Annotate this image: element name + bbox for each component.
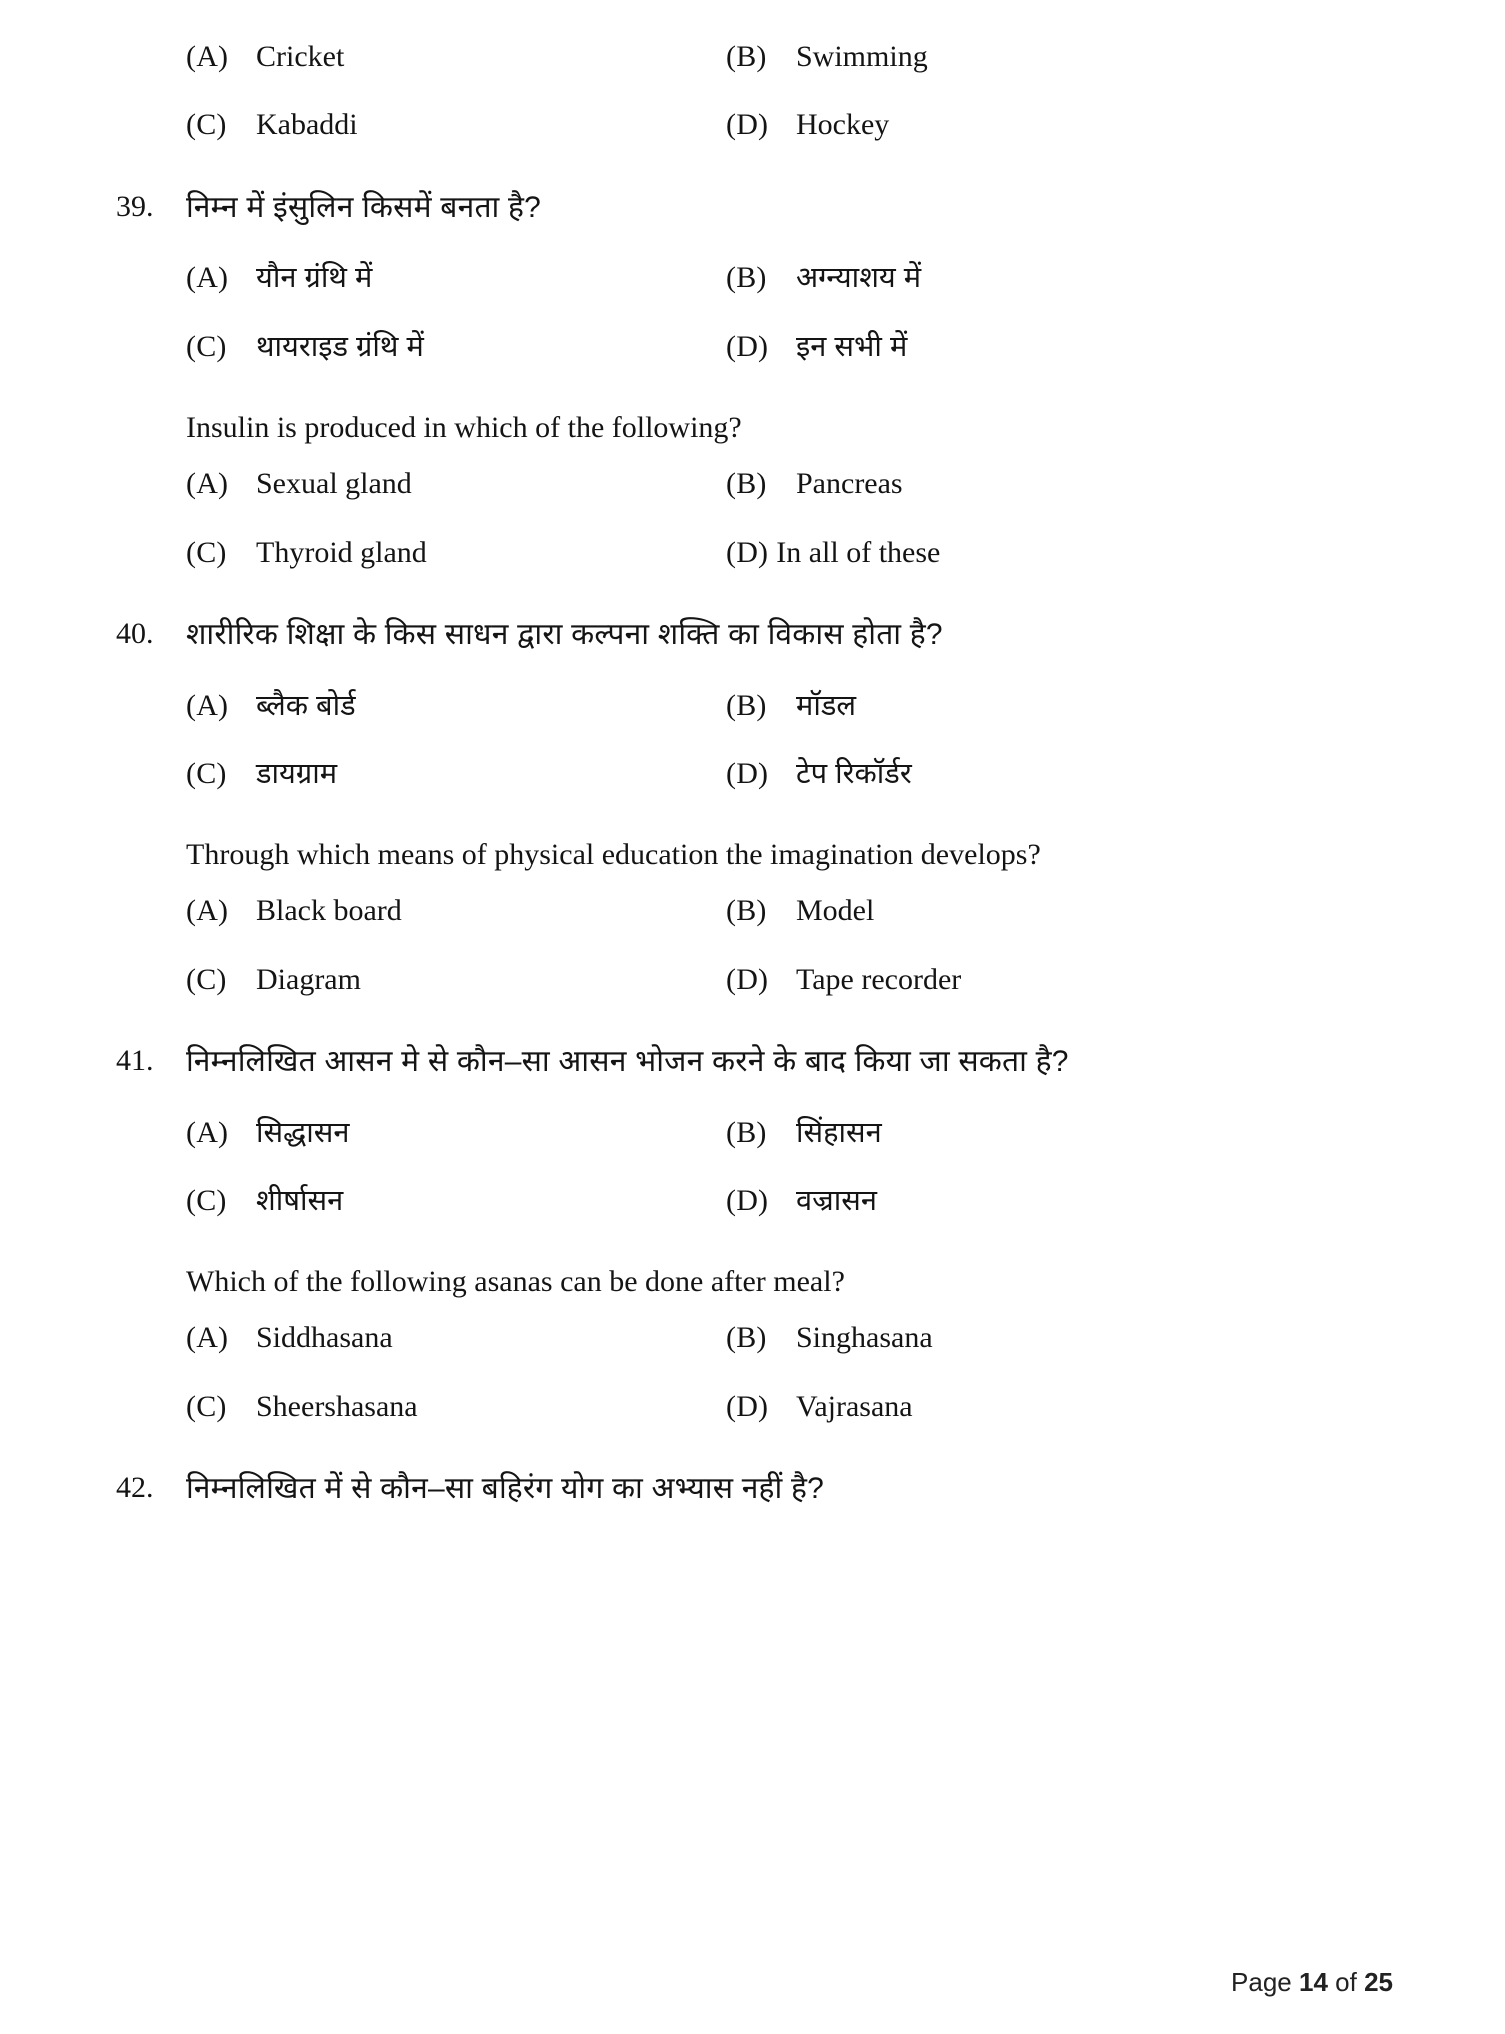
option-d	[726, 1388, 1393, 1426]
option-key: (A)	[186, 261, 229, 295]
spacer	[112, 516, 1393, 534]
spacer	[112, 1084, 1393, 1114]
question-stem-english: Which of the following asanas can be done after meal?	[186, 1265, 845, 1299]
spacer	[112, 805, 1393, 835]
question-stem-hindi: निम्न में इंसुलिन किसमें बनता है?	[186, 190, 542, 224]
option-label: सिंहासन	[796, 1116, 882, 1149]
option-c	[186, 1182, 726, 1220]
option-key: (C)	[186, 962, 227, 996]
option-a	[186, 687, 726, 725]
spacer	[112, 378, 1393, 408]
option-label: Singhasana	[796, 1321, 933, 1355]
spacer	[112, 88, 1393, 106]
spacer	[112, 1438, 1393, 1468]
option-b	[726, 687, 1393, 725]
footer-current-page: 14	[1299, 1967, 1328, 1997]
spacer	[112, 229, 1393, 259]
spacer	[112, 1370, 1393, 1388]
spacer	[112, 447, 1393, 465]
option-row	[112, 687, 1393, 725]
option-key: (D)	[726, 756, 769, 790]
option-row	[112, 1388, 1393, 1426]
option-label: Siddhasana	[256, 1321, 393, 1355]
option-key: (B)	[726, 688, 767, 722]
option-key: (A)	[186, 467, 229, 501]
option-label: टेप रिकॉर्डर	[796, 757, 912, 790]
option-row	[112, 259, 1393, 297]
option-row	[112, 1319, 1393, 1357]
option-key: (C)	[186, 756, 227, 790]
option-key: (A)	[186, 894, 229, 928]
option-d	[726, 755, 1393, 793]
question-stem-english: Insulin is produced in which of the following?	[186, 411, 742, 445]
option-key: (B)	[726, 1321, 767, 1355]
spacer	[112, 584, 1393, 614]
spacer	[112, 157, 1393, 187]
option-key: (B)	[726, 467, 767, 501]
option-label: Sheershasana	[256, 1389, 418, 1423]
question-number: 41.	[116, 1044, 154, 1078]
footer-middle: of	[1335, 1967, 1357, 1997]
option-b	[726, 1114, 1393, 1152]
option-key: (A)	[186, 688, 229, 722]
page-footer	[1231, 1967, 1393, 1998]
question-39	[112, 187, 1393, 230]
option-row	[112, 38, 1393, 76]
spacer	[112, 737, 1393, 755]
page-content	[112, 38, 1393, 1511]
option-label: In all of these	[776, 535, 941, 569]
question-stem-hindi: शारीरिक शिक्षा के किस साधन द्वारा कल्पना शक्ति का विकास होता है?	[186, 617, 943, 651]
option-a	[186, 1319, 726, 1357]
option-label: Sexual gland	[256, 467, 412, 501]
question-number: 42.	[116, 1471, 154, 1505]
option-label: Model	[796, 894, 875, 928]
question-40	[112, 614, 1393, 657]
option-key: (C)	[186, 535, 227, 569]
option-label: ब्लैक बोर्ड	[256, 689, 356, 722]
option-c	[186, 534, 726, 572]
option-row	[112, 328, 1393, 366]
option-key: (A)	[186, 1115, 229, 1149]
spacer	[112, 310, 1393, 328]
option-c	[186, 961, 726, 999]
option-b	[726, 892, 1393, 930]
option-key: (B)	[726, 40, 767, 73]
option-key: (C)	[186, 1184, 227, 1218]
option-label: Tape recorder	[796, 962, 962, 996]
question-number: 40.	[116, 616, 154, 650]
option-label: वज्रासन	[796, 1185, 877, 1218]
option-d	[726, 1182, 1393, 1220]
question-stem-hindi: निम्नलिखित आसन मे से कौन–सा आसन भोजन करने के बाद किया जा सकता है?	[186, 1045, 1069, 1079]
option-label: सिद्धासन	[256, 1116, 350, 1149]
question-number: 39.	[116, 189, 154, 223]
option-key: (B)	[726, 261, 767, 295]
option-label: यौन ग्रंथि में	[256, 262, 373, 295]
spacer	[112, 1301, 1393, 1319]
option-row	[112, 106, 1393, 144]
option-b	[726, 38, 1393, 76]
option-label: शीर्षासन	[256, 1185, 344, 1218]
option-a	[186, 1114, 726, 1152]
option-b	[726, 259, 1393, 297]
option-row	[112, 961, 1393, 999]
option-key: (B)	[726, 894, 767, 928]
option-key: (A)	[186, 40, 229, 73]
option-row	[112, 465, 1393, 503]
spacer	[112, 1164, 1393, 1182]
option-key: (D)	[726, 535, 769, 569]
option-d	[726, 961, 1393, 999]
option-key: (C)	[186, 1389, 227, 1423]
question-41	[112, 1041, 1393, 1084]
option-label: Black board	[256, 894, 402, 928]
question-stem-english: Through which means of physical education the imagination develops?	[186, 838, 1041, 872]
option-row	[112, 1182, 1393, 1220]
option-b	[726, 465, 1393, 503]
option-row	[112, 755, 1393, 793]
option-label: Cricket	[256, 40, 345, 73]
option-label: Pancreas	[796, 467, 903, 501]
option-key: (C)	[186, 108, 227, 142]
option-key: (D)	[726, 329, 769, 363]
question-stem-hindi: निम्नलिखित में से कौन–सा बहिरंग योग का अभ्यास नहीं है?	[186, 1472, 825, 1506]
question-42	[112, 1468, 1393, 1511]
option-label: अग्न्याशय में	[796, 262, 922, 295]
option-key: (D)	[726, 1184, 769, 1218]
option-a	[186, 465, 726, 503]
option-key: (D)	[726, 962, 769, 996]
option-label: डायग्राम	[256, 757, 338, 790]
option-d	[726, 328, 1393, 366]
spacer	[112, 1011, 1393, 1041]
option-row	[112, 534, 1393, 572]
option-label: Vajrasana	[796, 1389, 913, 1423]
spacer	[112, 874, 1393, 892]
option-d	[726, 106, 1393, 144]
spacer	[112, 943, 1393, 961]
footer-prefix: Page	[1231, 1967, 1292, 1997]
option-key: (A)	[186, 1321, 229, 1355]
option-label: थायराइड ग्रंथि में	[256, 330, 424, 363]
option-a	[186, 259, 726, 297]
option-label: Thyroid gland	[256, 535, 427, 569]
option-key: (B)	[726, 1115, 767, 1149]
option-label: Diagram	[256, 962, 361, 996]
footer-total-pages: 25	[1364, 1967, 1393, 1997]
option-b	[726, 1319, 1393, 1357]
option-key: (C)	[186, 329, 227, 363]
option-label: Kabaddi	[256, 108, 358, 142]
option-label: इन सभी में	[796, 330, 908, 363]
option-label: Hockey	[796, 108, 890, 142]
option-label: Swimming	[796, 40, 928, 73]
option-row	[112, 1114, 1393, 1152]
option-c	[186, 106, 726, 144]
spacer	[112, 657, 1393, 687]
option-a	[186, 38, 726, 76]
option-key: (D)	[726, 108, 769, 142]
option-c	[186, 1388, 726, 1426]
option-d	[726, 534, 1393, 572]
spacer	[112, 1232, 1393, 1262]
option-label: मॉडल	[796, 689, 857, 722]
option-a	[186, 892, 726, 930]
option-row	[112, 892, 1393, 930]
option-key: (D)	[726, 1389, 769, 1423]
option-c	[186, 755, 726, 793]
option-c	[186, 328, 726, 366]
